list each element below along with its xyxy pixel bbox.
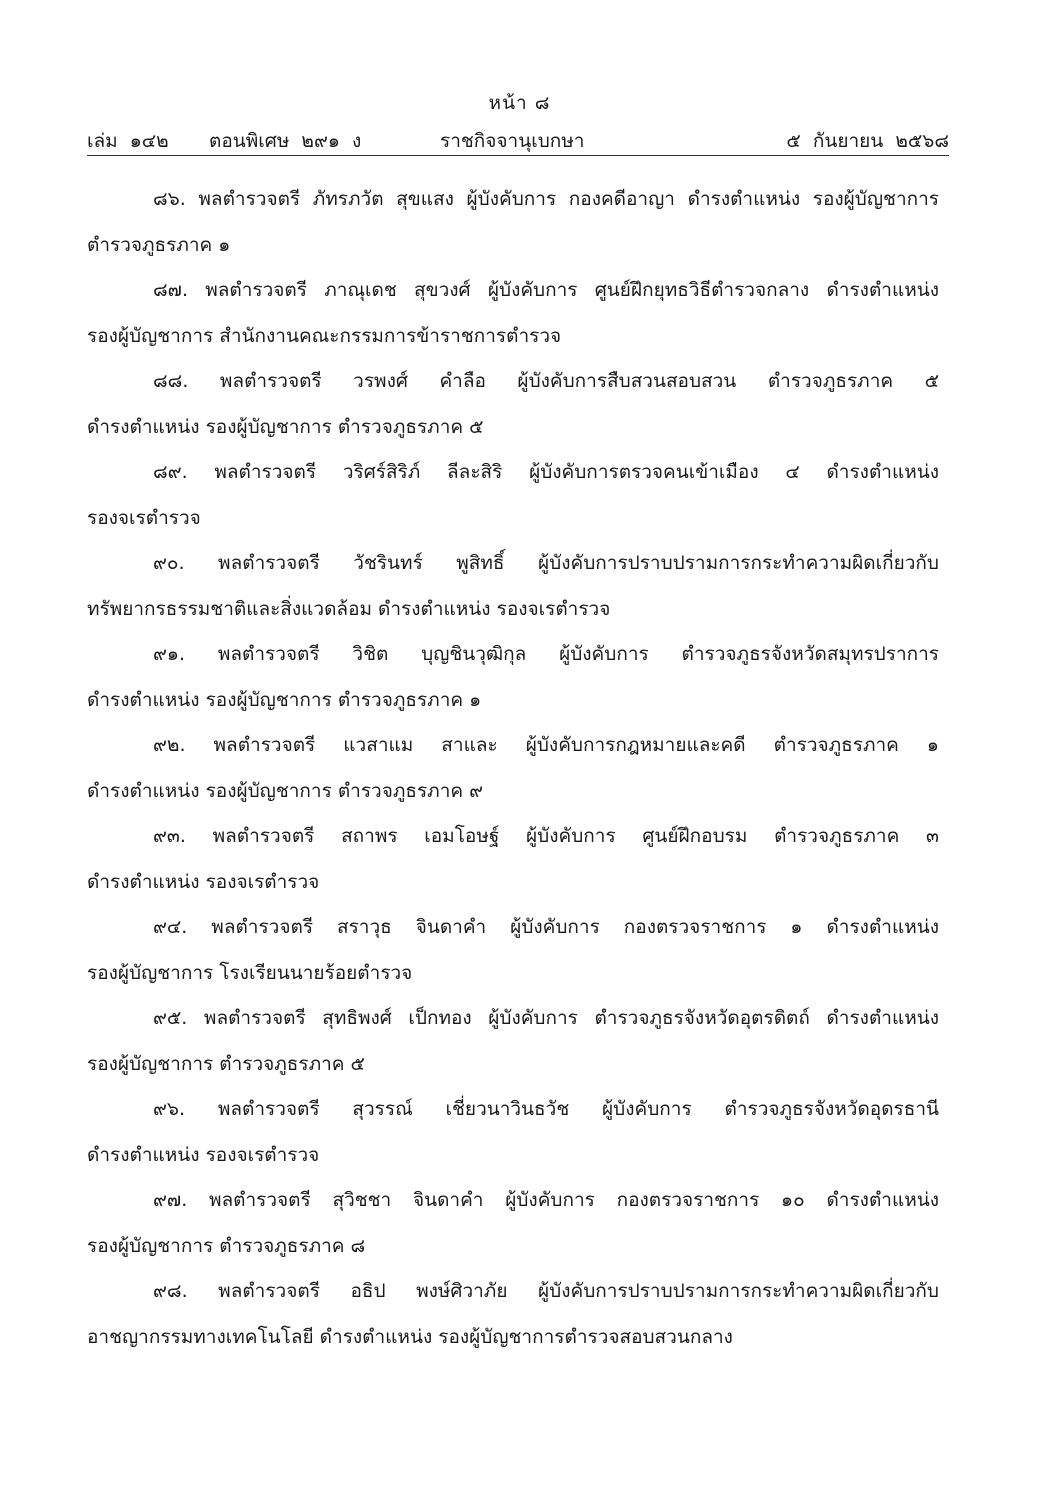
entry-line-2: ทรัพยากรธรรมชาติและสิ่งแวดล้อม ดำรงตำแหน่ง รองจเรตำรวจ [87, 597, 611, 620]
entry-line-2: ดำรงตำแหน่ง รองผู้บัญชาการ ตำรวจภูธรภาค ๑ [87, 688, 482, 711]
appointment-entry [87, 454, 939, 545]
entry-line-1: ๙๖. พลตำรวจตรี สุวรรณ์ เชี่ยวนาวินธวัช ผู้บังคับการ ตำรวจภูธรจังหวัดอุดรธานี [153, 1098, 939, 1120]
issue-number: ตอนพิเศษ ๒๙๑ ง [209, 130, 362, 152]
appointment-entry [87, 1000, 939, 1091]
entry-line-2: อาชญากรรมทางเทคโนโลยี ดำรงตำแหน่ง รองผู้บัญชาการตำรวจสอบสวนกลาง [87, 1325, 733, 1348]
entry-line-1: ๙๗. พลตำรวจตรี สุวิชชา จินดาคำ ผู้บังคับการ กองตรวจราชการ ๑๐ ดำรงตำแหน่ง [153, 1189, 939, 1211]
entry-line-1: ๘๗. พลตำรวจตรี ภาณุเดช สุขวงศ์ ผู้บังคับการ ศูนย์ฝึกยุทธวิธีตำรวจกลาง ดำรงตำแหน่ง [153, 279, 939, 301]
entry-line-1: ๘๖. พลตำรวจตรี ภัทรภวัต สุขแสง ผู้บังคับการ กองคดีอาญา ดำรงตำแหน่ง รองผู้บัญชาการ [153, 188, 939, 210]
appointment-entry [87, 909, 939, 1000]
gazette-header [87, 124, 949, 156]
entry-line-1: ๙๒. พลตำรวจตรี แวสาแม สาและ ผู้บังคับการกฎหมายและคดี ตำรวจภูธรภาค ๑ [153, 734, 939, 756]
page-number: หน้า ๘ [488, 92, 551, 114]
entry-line-1: ๙๔. พลตำรวจตรี สราวุธ จินดาคำ ผู้บังคับการ กองตรวจราชการ ๑ ดำรงตำแหน่ง [153, 916, 939, 938]
appointment-entry [87, 727, 939, 818]
entry-line-2: รองผู้บัญชาการ สำนักงานคณะกรรมการข้าราชการตำรวจ [87, 324, 562, 347]
volume-number: เล่ม ๑๔๒ [87, 130, 169, 152]
appointment-entry [87, 272, 939, 363]
entry-line-1: ๙๕. พลตำรวจตรี สุทธิพงศ์ เป็กทอง ผู้บังคับการ ตำรวจภูธรจังหวัดอุตรดิตถ์ ดำรงตำแหน่ง [153, 1007, 939, 1029]
appointment-entry [87, 636, 939, 727]
appointment-list [87, 181, 939, 1364]
appointment-entry [87, 1091, 939, 1182]
appointment-entry [87, 1182, 939, 1273]
appointment-entry [87, 181, 939, 272]
entry-line-1: ๘๘. พลตำรวจตรี วรพงศ์ คำลือ ผู้บังคับการสืบสวนสอบสวน ตำรวจภูธรภาค ๕ [153, 370, 939, 392]
entry-line-2: รองผู้บัญชาการ ตำรวจภูธรภาค ๕ [87, 1052, 365, 1075]
entry-line-2: ดำรงตำแหน่ง รองจเรตำรวจ [87, 870, 320, 893]
entry-line-2: ดำรงตำแหน่ง รองจเรตำรวจ [87, 1143, 320, 1166]
appointment-entry [87, 363, 939, 454]
entry-line-2: ตำรวจภูธรภาค ๑ [87, 233, 231, 256]
appointment-entry [87, 818, 939, 909]
publication-title: ราชกิจจานุเบกษา [440, 130, 585, 152]
appointment-entry [87, 545, 939, 636]
publication-date: ๕ กันยายน ๒๕๖๘ [786, 130, 949, 152]
entry-line-1: ๘๙. พลตำรวจตรี วริศร์สิริภ์ ลีละสิริ ผู้บังคับการตรวจคนเข้าเมือง ๔ ดำรงตำแหน่ง [153, 461, 939, 483]
appointment-entry [87, 1273, 939, 1364]
entry-line-1: ๙๘. พลตำรวจตรี อธิป พงษ์ศิวาภัย ผู้บังคับการปราบปรามการกระทำความผิดเกี่ยวกับ [153, 1280, 939, 1302]
entry-line-2: รองผู้บัญชาการ โรงเรียนนายร้อยตำรวจ [87, 961, 413, 984]
entry-line-1: ๙๑. พลตำรวจตรี วิชิต บุญชินวุฒิกุล ผู้บังคับการ ตำรวจภูธรจังหวัดสมุทรปราการ [153, 643, 939, 665]
entry-line-1: ๙๓. พลตำรวจตรี สถาพร เอมโอษฐ์ ผู้บังคับการ ศูนย์ฝึกอบรม ตำรวจภูธรภาค ๓ [153, 825, 939, 847]
entry-line-2: รองผู้บัญชาการ ตำรวจภูธรภาค ๘ [87, 1234, 366, 1257]
entry-line-2: ดำรงตำแหน่ง รองผู้บัญชาการ ตำรวจภูธรภาค ๕ [87, 415, 484, 438]
entry-line-1: ๙๐. พลตำรวจตรี วัชรินทร์ พูสิทธิ์ ผู้บังคับการปราบปรามการกระทำความผิดเกี่ยวกับ [153, 552, 939, 574]
entry-line-2: รองจเรตำรวจ [87, 506, 201, 529]
entry-line-2: ดำรงตำแหน่ง รองผู้บัญชาการ ตำรวจภูธรภาค ๙ [87, 779, 484, 802]
